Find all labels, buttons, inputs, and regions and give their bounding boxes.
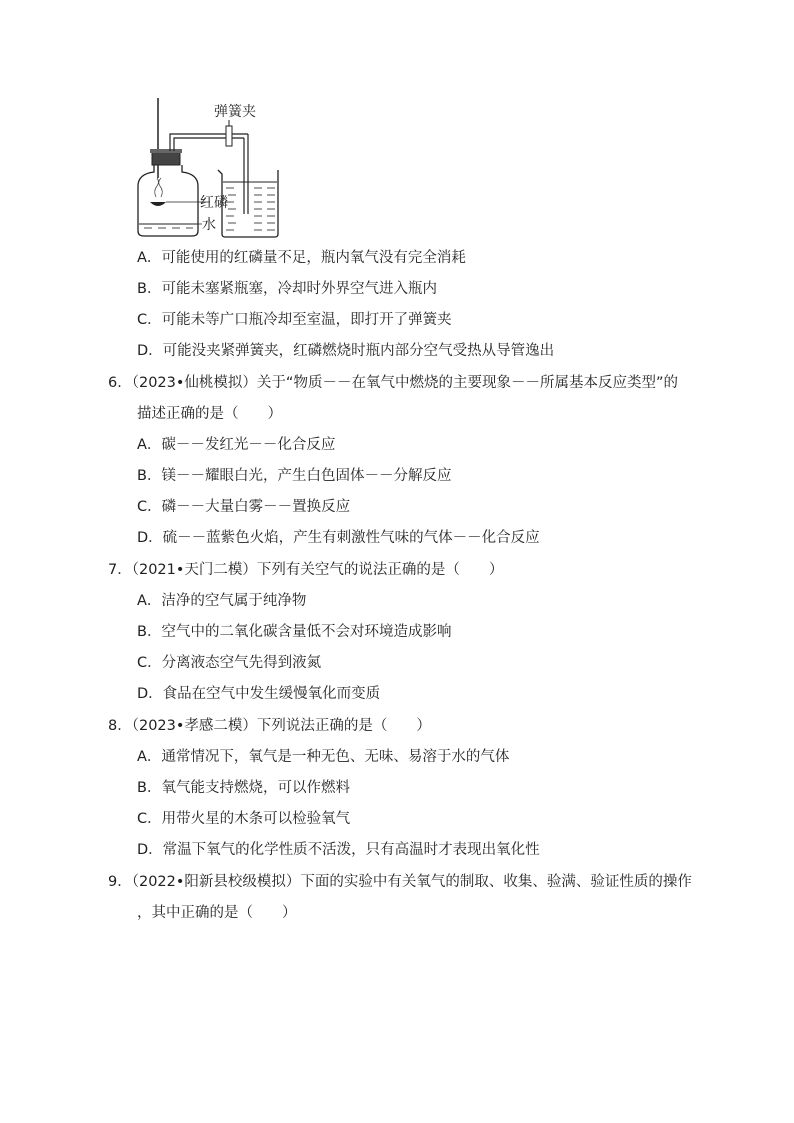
q5-option-c: C．可能未等广口瓶冷却至室温，即打开了弹簧夹 — [137, 312, 452, 328]
q6-option-b: B．镁－－耀眼白光，产生白色固体－－分解反应 — [137, 468, 452, 484]
spring-clip — [226, 126, 232, 146]
label-spring-clip: 弹簧夹 — [214, 104, 256, 120]
q8-option-b: B．氧气能支持燃烧，可以作燃料 — [137, 780, 350, 796]
q6-stem-cont: 描述正确的是（ ） — [137, 406, 282, 422]
q7-option-b: B．空气中的二氧化碳含量低不会对环境造成影响 — [137, 624, 452, 640]
label-red-phosphorus: 红磷 — [200, 195, 228, 211]
apparatus-diagram — [130, 96, 420, 241]
smoke-wisp — [155, 178, 159, 197]
stopper-top — [150, 149, 182, 153]
q7-option-a: A．洁净的空气属于纯净物 — [137, 593, 307, 609]
combustion-spoon — [150, 202, 166, 206]
delivery-tube-outer — [170, 134, 248, 151]
q8-option-d: D．常温下氧气的化学性质不活泼，只有高温时才表现出氧化性 — [137, 842, 540, 858]
label-water: 水 — [202, 217, 216, 233]
q8-option-a: A．通常情况下，氧气是一种无色、无味、易溶于水的气体 — [137, 749, 510, 765]
apparatus-figure — [130, 96, 420, 241]
q9-stem: 9．（2022•阳新县校级模拟）下面的实验中有关氧气的制取、收集、验满、验证性质的操作 — [108, 874, 692, 890]
q5-option-a: A．可能使用的红磷量不足，瓶内氧气没有完全消耗 — [137, 250, 466, 266]
q8-option-c: C．用带火星的木条可以检验氧气 — [137, 811, 351, 827]
q7-option-d: D．食品在空气中发生缓慢氧化而变质 — [137, 686, 381, 702]
q6-option-d: D．硫－－蓝紫色火焰，产生有刺激性气味的气体－－化合反应 — [137, 530, 540, 546]
beaker-water — [226, 188, 275, 230]
q6-stem: 6．（2023•仙桃模拟）关于“物质－－在氧气中燃烧的主要现象－－所属基本反应类型”的 — [108, 375, 678, 391]
q7-option-c: C．分离液态空气先得到液氮 — [137, 655, 322, 671]
q5-option-b: B．可能未塞紧瓶塞，冷却时外界空气进入瓶内 — [137, 281, 437, 297]
wide-mouth-bottle — [138, 165, 198, 236]
q6-option-c: C．磷－－大量白雾－－置换反应 — [137, 499, 351, 515]
q8-stem: 8．（2023•孝感二模）下列说法正确的是（ ） — [108, 718, 431, 734]
q5-option-d: D．可能没夹紧弹簧夹，红磷燃烧时瓶内部分空气受热从导管逸出 — [137, 343, 555, 359]
q7-stem: 7．（2021•天门二模）下列有关空气的说法正确的是（ ） — [108, 562, 504, 578]
bottle-stopper — [152, 151, 180, 165]
q9-stem-cont: ，其中正确的是（ ） — [137, 905, 297, 921]
q6-option-a: A．碳－－发红光－－化合反应 — [137, 437, 336, 453]
